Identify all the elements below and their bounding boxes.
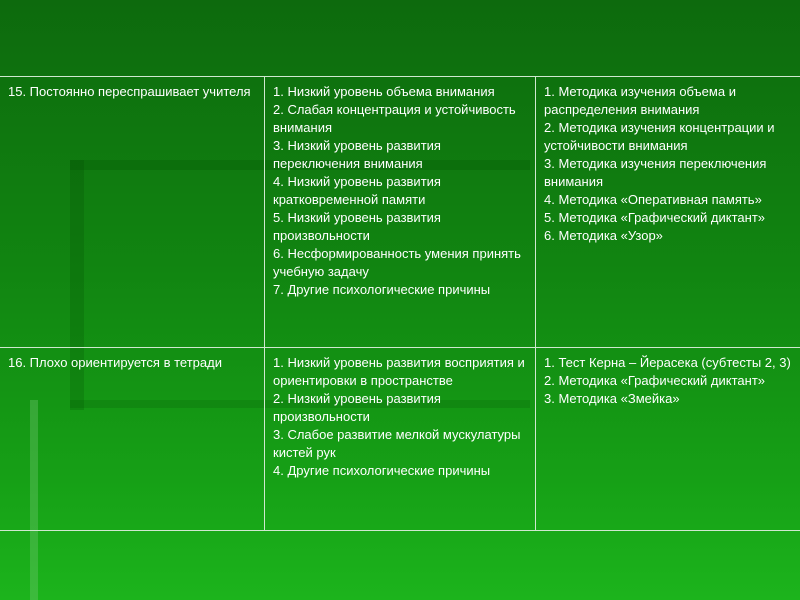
cause-item: 3. Слабое развитие мелкой мускулатуры кистей рук xyxy=(273,427,525,460)
method-item: 4. Методика «Оперативная память» xyxy=(544,192,762,207)
cause-item: 3. Низкий уровень развития переключения внимания xyxy=(273,138,445,171)
table-row xyxy=(0,348,800,531)
method-item: 2. Методика «Графический диктант» xyxy=(544,373,766,388)
cause-item: 2. Низкий уровень развития произвольности xyxy=(273,391,445,424)
methods-cell xyxy=(536,77,800,348)
method-item: 5. Методика «Графический диктант» xyxy=(544,210,766,225)
method-item: 3. Методика изучения переключения внимания xyxy=(544,156,771,189)
method-item: 1. Тест Керна – Йерасека (субтесты 2, 3) xyxy=(544,355,791,370)
causes-cell xyxy=(265,348,536,531)
cause-item: 4. Низкий уровень развития кратковременной памяти xyxy=(273,174,445,207)
method-item: 1. Методика изучения объема и распределения внимания xyxy=(544,84,740,117)
problem-cell xyxy=(0,77,265,348)
problem-text: 15. Постоянно переспрашивает учителя xyxy=(8,84,251,99)
methods-cell xyxy=(536,348,800,531)
cause-item: 1. Низкий уровень объема внимания xyxy=(273,84,495,99)
method-item: 3. Методика «Змейка» xyxy=(544,391,680,406)
method-item: 6. Методика «Узор» xyxy=(544,228,663,243)
problem-cell xyxy=(0,348,265,531)
causes-cell xyxy=(265,77,536,348)
problem-text: 16. Плохо ориентируется в тетради xyxy=(8,355,222,370)
cause-item: 5. Низкий уровень развития произвольности xyxy=(273,210,445,243)
method-item: 2. Методика изучения концентрации и устойчивости внимания xyxy=(544,120,779,153)
cause-item: 6. Несформированность умения принять учебную задачу xyxy=(273,246,525,279)
diagnostics-table xyxy=(0,76,800,531)
cause-item: 7. Другие психологические причины xyxy=(273,282,491,297)
cause-item: 4. Другие психологические причины xyxy=(273,463,491,478)
cause-item: 1. Низкий уровень развития восприятия и ориентировки в пространстве xyxy=(273,355,529,388)
cause-item: 2. Слабая концентрация и устойчивость внимания xyxy=(273,102,520,135)
table-row xyxy=(0,77,800,348)
